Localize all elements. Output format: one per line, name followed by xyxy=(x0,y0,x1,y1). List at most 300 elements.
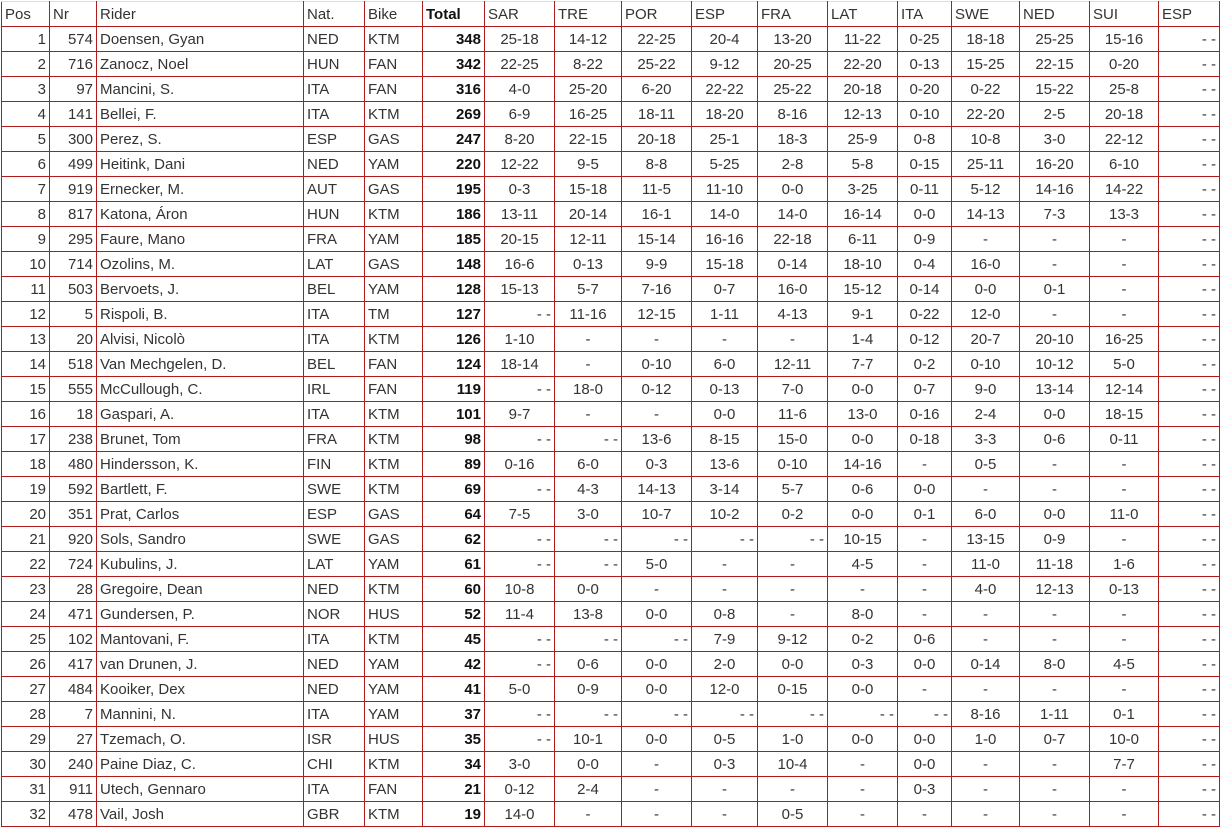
race-result-cell: 0-1 xyxy=(1090,702,1159,727)
nr-cell: 920 xyxy=(50,527,97,552)
nr-cell: 471 xyxy=(50,602,97,627)
race-result-cell: - - xyxy=(1159,277,1220,302)
race-result-cell: - xyxy=(952,777,1020,802)
pos-cell: 10 xyxy=(2,252,50,277)
rider-cell: Kooiker, Dex xyxy=(97,677,304,702)
total-cell: 186 xyxy=(423,202,485,227)
bike-cell: KTM xyxy=(365,627,423,652)
race-result-cell: 1-11 xyxy=(692,302,758,327)
race-result-cell: 9-1 xyxy=(828,302,898,327)
race-result-cell: 0-0 xyxy=(1020,502,1090,527)
race-result-cell: - xyxy=(758,552,828,577)
race-result-cell: 0-3 xyxy=(828,652,898,677)
race-result-cell: 0-0 xyxy=(828,377,898,402)
race-result-cell: 0-3 xyxy=(622,452,692,477)
bike-cell: KTM xyxy=(365,802,423,827)
race-result-cell: 0-13 xyxy=(898,52,952,77)
race-result-cell: 15-13 xyxy=(485,277,555,302)
race-result-cell: - - xyxy=(1159,477,1220,502)
race-result-cell: - - xyxy=(1159,677,1220,702)
race-result-cell: - xyxy=(1020,752,1090,777)
bike-cell: KTM xyxy=(365,477,423,502)
bike-cell: KTM xyxy=(365,577,423,602)
pos-cell: 8 xyxy=(2,202,50,227)
race-result-cell: - xyxy=(898,552,952,577)
race-result-cell: 11-0 xyxy=(952,552,1020,577)
race-result-cell: 0-1 xyxy=(898,502,952,527)
rider-cell: Gaspari, A. xyxy=(97,402,304,427)
race-result-cell: 0-18 xyxy=(898,427,952,452)
race-result-cell: 8-16 xyxy=(758,102,828,127)
race-result-cell: 9-0 xyxy=(952,377,1020,402)
race-result-cell: 22-25 xyxy=(485,52,555,77)
race-result-cell: 7-3 xyxy=(1020,202,1090,227)
race-result-cell: 22-18 xyxy=(758,227,828,252)
pos-cell: 17 xyxy=(2,427,50,452)
race-result-cell: - xyxy=(622,402,692,427)
header-row xyxy=(2,2,1220,27)
nr-cell: 27 xyxy=(50,727,97,752)
bike-cell: HUS xyxy=(365,727,423,752)
race-result-cell: - - xyxy=(485,727,555,752)
pos-cell: 15 xyxy=(2,377,50,402)
table-row xyxy=(2,402,1220,427)
race-result-cell: - xyxy=(692,327,758,352)
rider-cell: Vail, Josh xyxy=(97,802,304,827)
race-result-cell: - xyxy=(1020,252,1090,277)
pos-cell: 5 xyxy=(2,127,50,152)
column-header-por: POR xyxy=(622,2,692,27)
race-result-cell: 11-5 xyxy=(622,177,692,202)
race-result-cell: 20-4 xyxy=(692,27,758,52)
race-result-cell: - - xyxy=(622,627,692,652)
race-result-cell: - - xyxy=(555,427,622,452)
race-result-cell: - - xyxy=(485,702,555,727)
rider-cell: Perez, S. xyxy=(97,127,304,152)
total-cell: 348 xyxy=(423,27,485,52)
pos-cell: 25 xyxy=(2,627,50,652)
column-header-total: Total xyxy=(423,2,485,27)
race-result-cell: - xyxy=(555,402,622,427)
race-result-cell: 4-3 xyxy=(555,477,622,502)
total-cell: 37 xyxy=(423,702,485,727)
race-result-cell: 6-20 xyxy=(622,77,692,102)
bike-cell: GAS xyxy=(365,252,423,277)
pos-cell: 16 xyxy=(2,402,50,427)
race-result-cell: 5-7 xyxy=(758,477,828,502)
pos-cell: 23 xyxy=(2,577,50,602)
bike-cell: KTM xyxy=(365,202,423,227)
pos-cell: 20 xyxy=(2,502,50,527)
bike-cell: FAN xyxy=(365,777,423,802)
total-cell: 126 xyxy=(423,327,485,352)
race-result-cell: - xyxy=(1090,227,1159,252)
race-result-cell: - xyxy=(952,227,1020,252)
race-result-cell: 2-5 xyxy=(1020,102,1090,127)
total-cell: 342 xyxy=(423,52,485,77)
race-result-cell: 12-11 xyxy=(758,352,828,377)
nat-cell: HUN xyxy=(304,52,365,77)
race-result-cell: 6-10 xyxy=(1090,152,1159,177)
race-result-cell: 7-9 xyxy=(692,627,758,652)
table-row xyxy=(2,152,1220,177)
race-result-cell: 18-15 xyxy=(1090,402,1159,427)
race-result-cell: 3-25 xyxy=(828,177,898,202)
race-result-cell: 25-18 xyxy=(485,27,555,52)
total-cell: 45 xyxy=(423,627,485,652)
race-result-cell: - xyxy=(758,602,828,627)
race-result-cell: 6-0 xyxy=(692,352,758,377)
race-result-cell: 0-11 xyxy=(1090,427,1159,452)
race-result-cell: - - xyxy=(1159,177,1220,202)
table-row xyxy=(2,177,1220,202)
race-result-cell: 1-10 xyxy=(485,327,555,352)
race-result-cell: 0-10 xyxy=(898,102,952,127)
race-result-cell: - - xyxy=(485,427,555,452)
race-result-cell: 22-20 xyxy=(828,52,898,77)
race-result-cell: 16-25 xyxy=(1090,327,1159,352)
race-result-cell: 0-14 xyxy=(952,652,1020,677)
race-result-cell: - - xyxy=(485,527,555,552)
race-result-cell: - xyxy=(898,527,952,552)
race-result-cell: - xyxy=(1090,277,1159,302)
race-result-cell: 0-0 xyxy=(898,752,952,777)
table-row xyxy=(2,627,1220,652)
rider-cell: Ozolins, M. xyxy=(97,252,304,277)
table-row xyxy=(2,427,1220,452)
race-result-cell: 0-22 xyxy=(898,302,952,327)
nat-cell: SWE xyxy=(304,477,365,502)
total-cell: 61 xyxy=(423,552,485,577)
race-result-cell: 15-0 xyxy=(758,427,828,452)
race-result-cell: 10-1 xyxy=(555,727,622,752)
race-result-cell: 10-15 xyxy=(828,527,898,552)
race-result-cell: 12-15 xyxy=(622,302,692,327)
nr-cell: 716 xyxy=(50,52,97,77)
race-result-cell: 0-16 xyxy=(485,452,555,477)
nat-cell: ITA xyxy=(304,402,365,427)
nr-cell: 102 xyxy=(50,627,97,652)
race-result-cell: 4-0 xyxy=(485,77,555,102)
pos-cell: 26 xyxy=(2,652,50,677)
nat-cell: ESP xyxy=(304,127,365,152)
race-result-cell: 0-12 xyxy=(622,377,692,402)
race-result-cell: 0-2 xyxy=(828,627,898,652)
race-result-cell: 0-25 xyxy=(898,27,952,52)
nr-cell: 351 xyxy=(50,502,97,527)
rider-cell: Bartlett, F. xyxy=(97,477,304,502)
pos-cell: 3 xyxy=(2,77,50,102)
nr-cell: 555 xyxy=(50,377,97,402)
race-result-cell: 0-0 xyxy=(828,727,898,752)
race-result-cell: 22-25 xyxy=(622,27,692,52)
race-result-cell: - - xyxy=(1159,652,1220,677)
race-result-cell: - - xyxy=(485,302,555,327)
table-row xyxy=(2,477,1220,502)
race-result-cell: - xyxy=(1020,677,1090,702)
race-result-cell: - xyxy=(555,802,622,827)
race-result-cell: 16-0 xyxy=(758,277,828,302)
race-result-cell: 11-0 xyxy=(1090,502,1159,527)
total-cell: 42 xyxy=(423,652,485,677)
rider-cell: Hindersson, K. xyxy=(97,452,304,477)
race-result-cell: 0-0 xyxy=(898,477,952,502)
race-result-cell: 4-5 xyxy=(1090,652,1159,677)
race-result-cell: 0-15 xyxy=(898,152,952,177)
race-result-cell: - - xyxy=(1159,302,1220,327)
nr-cell: 478 xyxy=(50,802,97,827)
race-result-cell: 0-0 xyxy=(622,677,692,702)
pos-cell: 18 xyxy=(2,452,50,477)
race-result-cell: - xyxy=(1020,602,1090,627)
race-result-cell: - xyxy=(952,627,1020,652)
total-cell: 269 xyxy=(423,102,485,127)
table-row xyxy=(2,452,1220,477)
race-result-cell: - xyxy=(622,327,692,352)
race-result-cell: - xyxy=(692,777,758,802)
race-result-cell: 7-5 xyxy=(485,502,555,527)
nat-cell: BEL xyxy=(304,352,365,377)
race-result-cell: - xyxy=(692,552,758,577)
table-row xyxy=(2,802,1220,827)
nr-cell: 238 xyxy=(50,427,97,452)
race-result-cell: - - xyxy=(485,377,555,402)
race-result-cell: - - xyxy=(485,627,555,652)
race-result-cell: 25-22 xyxy=(622,52,692,77)
race-result-cell: - - xyxy=(692,702,758,727)
race-result-cell: - xyxy=(555,352,622,377)
race-result-cell: - - xyxy=(1159,52,1220,77)
nat-cell: ITA xyxy=(304,627,365,652)
nr-cell: 574 xyxy=(50,27,97,52)
rider-cell: Sols, Sandro xyxy=(97,527,304,552)
nat-cell: ESP xyxy=(304,502,365,527)
total-cell: 41 xyxy=(423,677,485,702)
race-result-cell: 20-10 xyxy=(1020,327,1090,352)
race-result-cell: 20-18 xyxy=(828,77,898,102)
race-result-cell: 0-9 xyxy=(898,227,952,252)
table-row xyxy=(2,377,1220,402)
rider-cell: Mannini, N. xyxy=(97,702,304,727)
total-cell: 64 xyxy=(423,502,485,527)
race-result-cell: 14-16 xyxy=(828,452,898,477)
race-result-cell: 13-20 xyxy=(758,27,828,52)
nr-cell: 417 xyxy=(50,652,97,677)
race-result-cell: 22-20 xyxy=(952,102,1020,127)
race-result-cell: - xyxy=(622,752,692,777)
total-cell: 19 xyxy=(423,802,485,827)
nat-cell: ITA xyxy=(304,102,365,127)
bike-cell: KTM xyxy=(365,452,423,477)
nr-cell: 484 xyxy=(50,677,97,702)
table-row xyxy=(2,552,1220,577)
race-result-cell: 12-13 xyxy=(1020,577,1090,602)
race-result-cell: - - xyxy=(1159,102,1220,127)
pos-cell: 32 xyxy=(2,802,50,827)
pos-cell: 21 xyxy=(2,527,50,552)
race-result-cell: 9-12 xyxy=(692,52,758,77)
race-result-cell: 1-6 xyxy=(1090,552,1159,577)
table-row xyxy=(2,277,1220,302)
column-header-tre: TRE xyxy=(555,2,622,27)
nat-cell: ITA xyxy=(304,77,365,102)
race-result-cell: - - xyxy=(1159,352,1220,377)
race-result-cell: 18-18 xyxy=(952,27,1020,52)
race-result-cell: - xyxy=(952,477,1020,502)
race-result-cell: 15-12 xyxy=(828,277,898,302)
pos-cell: 7 xyxy=(2,177,50,202)
race-result-cell: 14-22 xyxy=(1090,177,1159,202)
race-result-cell: 0-16 xyxy=(898,402,952,427)
race-result-cell: 14-13 xyxy=(952,202,1020,227)
race-result-cell: 18-11 xyxy=(622,102,692,127)
race-result-cell: 7-16 xyxy=(622,277,692,302)
bike-cell: FAN xyxy=(365,352,423,377)
race-result-cell: 0-0 xyxy=(828,427,898,452)
race-result-cell: 0-8 xyxy=(898,127,952,152)
table-row xyxy=(2,577,1220,602)
column-header-lat: LAT xyxy=(828,2,898,27)
race-result-cell: 18-20 xyxy=(692,102,758,127)
bike-cell: YAM xyxy=(365,277,423,302)
nat-cell: NED xyxy=(304,152,365,177)
race-result-cell: 0-1 xyxy=(1020,277,1090,302)
nat-cell: ITA xyxy=(304,702,365,727)
race-result-cell: - - xyxy=(1159,327,1220,352)
race-result-cell: 3-3 xyxy=(952,427,1020,452)
race-result-cell: 15-18 xyxy=(692,252,758,277)
nr-cell: 911 xyxy=(50,777,97,802)
race-result-cell: - - xyxy=(1159,802,1220,827)
rider-cell: Faure, Mano xyxy=(97,227,304,252)
nat-cell: NED xyxy=(304,677,365,702)
race-result-cell: 25-8 xyxy=(1090,77,1159,102)
race-result-cell: - - xyxy=(1159,452,1220,477)
table-row xyxy=(2,252,1220,277)
rider-cell: Gregoire, Dean xyxy=(97,577,304,602)
race-result-cell: - xyxy=(898,802,952,827)
race-result-cell: 3-14 xyxy=(692,477,758,502)
race-result-cell: 0-0 xyxy=(555,577,622,602)
race-result-cell: 12-11 xyxy=(555,227,622,252)
race-result-cell: 12-22 xyxy=(485,152,555,177)
bike-cell: YAM xyxy=(365,552,423,577)
race-result-cell: - - xyxy=(1159,252,1220,277)
race-result-cell: 20-25 xyxy=(758,52,828,77)
race-result-cell: 0-11 xyxy=(898,177,952,202)
race-result-cell: 8-16 xyxy=(952,702,1020,727)
race-result-cell: 2-8 xyxy=(758,152,828,177)
race-result-cell: - xyxy=(898,452,952,477)
nat-cell: IRL xyxy=(304,377,365,402)
race-result-cell: - xyxy=(952,752,1020,777)
race-result-cell: 8-8 xyxy=(622,152,692,177)
table-row xyxy=(2,227,1220,252)
race-result-cell: - xyxy=(898,677,952,702)
total-cell: 195 xyxy=(423,177,485,202)
column-header-ita: ITA xyxy=(898,2,952,27)
table-row xyxy=(2,127,1220,152)
nr-cell: 919 xyxy=(50,177,97,202)
nat-cell: SWE xyxy=(304,527,365,552)
race-result-cell: 0-22 xyxy=(952,77,1020,102)
race-result-cell: - xyxy=(1090,252,1159,277)
rider-cell: van Drunen, J. xyxy=(97,652,304,677)
race-result-cell: 13-15 xyxy=(952,527,1020,552)
race-result-cell: 5-8 xyxy=(828,152,898,177)
race-result-cell: - - xyxy=(1159,152,1220,177)
rider-cell: Brunet, Tom xyxy=(97,427,304,452)
race-result-cell: - xyxy=(1090,527,1159,552)
bike-cell: YAM xyxy=(365,677,423,702)
race-result-cell: 13-0 xyxy=(828,402,898,427)
race-result-cell: 8-20 xyxy=(485,127,555,152)
bike-cell: TM xyxy=(365,302,423,327)
table-row xyxy=(2,302,1220,327)
nat-cell: LAT xyxy=(304,252,365,277)
race-result-cell: 12-13 xyxy=(828,102,898,127)
race-result-cell: - xyxy=(952,802,1020,827)
race-result-cell: 20-18 xyxy=(1090,102,1159,127)
table-row xyxy=(2,327,1220,352)
race-result-cell: 14-0 xyxy=(485,802,555,827)
race-result-cell: 0-9 xyxy=(1020,527,1090,552)
bike-cell: GAS xyxy=(365,527,423,552)
total-cell: 34 xyxy=(423,752,485,777)
race-result-cell: 18-3 xyxy=(758,127,828,152)
race-result-cell: 0-7 xyxy=(1020,727,1090,752)
race-result-cell: 0-0 xyxy=(622,602,692,627)
race-result-cell: - xyxy=(692,577,758,602)
total-cell: 35 xyxy=(423,727,485,752)
race-result-cell: - - xyxy=(1159,627,1220,652)
bike-cell: FAN xyxy=(365,377,423,402)
race-result-cell: 7-0 xyxy=(758,377,828,402)
race-result-cell: 0-0 xyxy=(692,402,758,427)
race-result-cell: 25-22 xyxy=(758,77,828,102)
race-result-cell: 0-0 xyxy=(555,752,622,777)
pos-cell: 30 xyxy=(2,752,50,777)
race-result-cell: 10-12 xyxy=(1020,352,1090,377)
race-result-cell: 10-8 xyxy=(952,127,1020,152)
race-result-cell: 7-7 xyxy=(1090,752,1159,777)
race-result-cell: - xyxy=(758,327,828,352)
race-result-cell: 10-2 xyxy=(692,502,758,527)
race-result-cell: 0-2 xyxy=(898,352,952,377)
race-result-cell: 8-22 xyxy=(555,52,622,77)
pos-cell: 4 xyxy=(2,102,50,127)
race-result-cell: 10-7 xyxy=(622,502,692,527)
rider-cell: Kubulins, J. xyxy=(97,552,304,577)
nr-cell: 518 xyxy=(50,352,97,377)
race-result-cell: 25-25 xyxy=(1020,27,1090,52)
race-result-cell: 22-15 xyxy=(555,127,622,152)
race-result-cell: 8-0 xyxy=(1020,652,1090,677)
race-result-cell: 20-15 xyxy=(485,227,555,252)
column-header-nr: Nr xyxy=(50,2,97,27)
column-header-fra: FRA xyxy=(758,2,828,27)
race-result-cell: 9-12 xyxy=(758,627,828,652)
race-result-cell: 11-10 xyxy=(692,177,758,202)
race-result-cell: 8-15 xyxy=(692,427,758,452)
race-result-cell: 12-0 xyxy=(952,302,1020,327)
race-result-cell: 0-15 xyxy=(758,677,828,702)
race-result-cell: 0-0 xyxy=(1020,402,1090,427)
table-row xyxy=(2,27,1220,52)
column-header-rider: Rider xyxy=(97,2,304,27)
race-result-cell: - - xyxy=(758,527,828,552)
race-result-cell: 0-3 xyxy=(485,177,555,202)
